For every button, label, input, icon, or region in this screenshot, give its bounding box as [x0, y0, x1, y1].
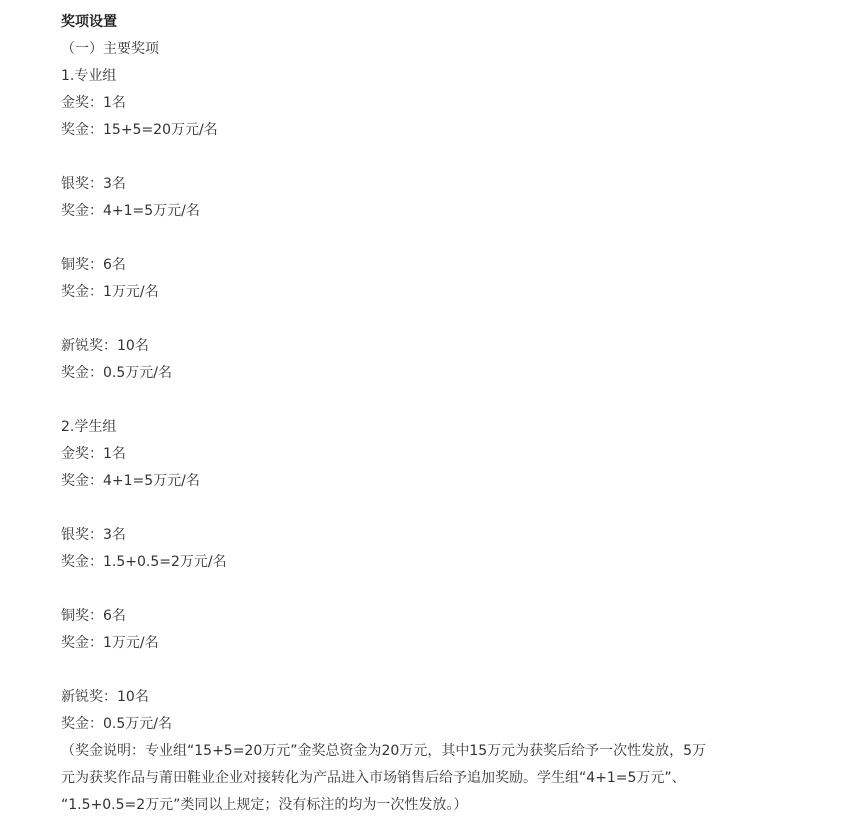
prize-gold-amount: 奖金：4+1=5万元/名	[61, 473, 200, 489]
prize-newcomer-count: 新锐奖：10名	[61, 689, 149, 705]
prize-newcomer-amount: 奖金：0.5万元/名	[61, 365, 172, 381]
prize-silver-amount: 奖金：1.5+0.5=2万元/名	[61, 554, 227, 570]
group-heading-professional: 1.专业组	[61, 68, 117, 84]
prize-bronze-count: 铜奖：6名	[61, 257, 126, 273]
prize-gold-count: 金奖：1名	[61, 446, 126, 462]
section-heading-main-awards: （一）主要奖项	[61, 41, 159, 57]
prize-bronze-amount: 奖金：1万元/名	[61, 284, 159, 300]
prize-bronze-amount: 奖金：1万元/名	[61, 635, 159, 651]
prize-gold-count: 金奖：1名	[61, 95, 126, 111]
prize-note-line-3: “1.5+0.5=2万元”类同以上规定；没有标注的均为一次性发放。）	[61, 797, 468, 813]
prize-note-line-1: （奖金说明：专业组“15+5=20万元”金奖总资金为20万元，其中15万元为获奖后给予一次性发放，5万	[61, 743, 707, 759]
prize-silver-count: 银奖：3名	[61, 176, 126, 192]
prize-newcomer-amount: 奖金：0.5万元/名	[61, 716, 172, 732]
prize-silver-count: 银奖：3名	[61, 527, 126, 543]
page-title: 奖项设置	[61, 14, 117, 30]
prize-newcomer-count: 新锐奖：10名	[61, 338, 149, 354]
prize-note-line-2: 元为获奖作品与莆田鞋业企业对接转化为产品进入市场销售后给予追加奖励。学生组“4+1=5万元”、	[61, 770, 686, 786]
group-heading-student: 2.学生组	[61, 419, 117, 435]
prize-silver-amount: 奖金：4+1=5万元/名	[61, 203, 200, 219]
prize-gold-amount: 奖金：15+5=20万元/名	[61, 122, 218, 138]
prize-bronze-count: 铜奖：6名	[61, 608, 126, 624]
